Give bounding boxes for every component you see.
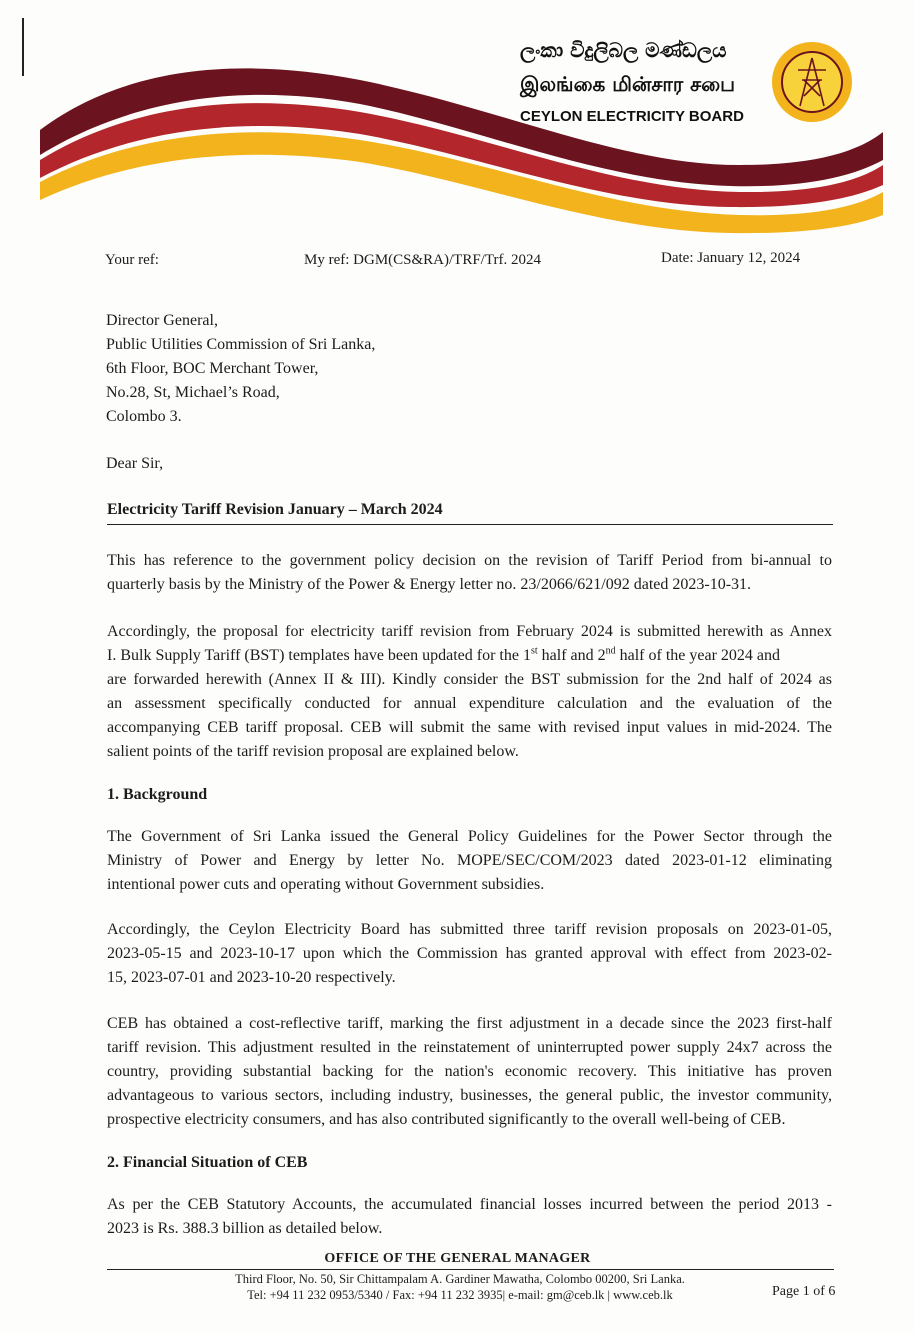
org-name-tamil: இலங்கை மின்சார சபை bbox=[520, 72, 736, 96]
text-line: Accordingly, the Ceylon Electricity Board has submitted three tariff revision proposals on 2023-01-05, bbox=[107, 921, 832, 938]
superscript: nd bbox=[605, 645, 616, 657]
salutation: Dear Sir, bbox=[106, 455, 164, 472]
superscript: st bbox=[530, 645, 538, 657]
paragraph-financial-1 bbox=[107, 1193, 832, 1241]
text-line: The Government of Sri Lanka issued the General Policy Guidelines for the Power Sector through the bbox=[107, 828, 832, 845]
address-line: Colombo 3. bbox=[106, 408, 182, 425]
org-name-sinhala: ලංකා විදුලිබල මණ්ඩලය bbox=[520, 38, 727, 62]
text-line: 2023 is Rs. 388.3 billion as detailed below. bbox=[107, 1220, 383, 1237]
address-line: 6th Floor, BOC Merchant Tower, bbox=[106, 360, 319, 377]
text-line: prospective electricity consumers, and has also contributed significantly to the overall well-being of CEB. bbox=[107, 1111, 786, 1128]
paragraph-reference bbox=[107, 549, 832, 597]
text-line: quarterly basis by the Ministry of the Power & Energy letter no. 23/2066/621/092 dated 2023-10-31. bbox=[107, 576, 752, 593]
address-line: No.28, St, Michael’s Road, bbox=[106, 384, 280, 401]
footer-rule bbox=[107, 1269, 834, 1270]
text-line bbox=[107, 644, 832, 668]
subject-rule bbox=[107, 524, 833, 525]
text-segment: I. Bulk Supply Tariff (BST) templates have been updated for the 1 bbox=[107, 647, 531, 664]
paragraph-background-1 bbox=[107, 825, 832, 897]
text-line: an assessment specifically conducted for annual expenditure calculation and the evaluation of the bbox=[107, 695, 832, 712]
subject-heading: Electricity Tariff Revision January – March 2024 bbox=[107, 501, 443, 518]
transmission-tower-sun-logo bbox=[772, 42, 852, 122]
letterhead-swoosh bbox=[0, 0, 915, 240]
text-line: advantageous to various sectors, including industry, businesses, the general public, the investor community, bbox=[107, 1087, 832, 1104]
page-number: Page 1 of 6 bbox=[772, 1284, 836, 1299]
text-line: Accordingly, the proposal for electricity tariff revision from February 2024 is submitted herewith as Annex bbox=[107, 623, 832, 640]
address-line: Public Utilities Commission of Sri Lanka, bbox=[106, 336, 376, 353]
text-line: CEB has obtained a cost-reflective tariff, marking the first adjustment in a decade since the 2023 first-half bbox=[107, 1015, 832, 1032]
recipient-address bbox=[106, 309, 375, 429]
address-line: Director General, bbox=[106, 312, 218, 329]
text-segment: half and 2 bbox=[537, 647, 606, 664]
footer-contact: Tel: +94 11 232 0953/5340 / Fax: +94 11 232 3935| e-mail: gm@ceb.lk | www.ceb.lk bbox=[247, 1288, 673, 1302]
paragraph-background-2 bbox=[107, 918, 832, 990]
text-line: accompanying CEB tariff proposal. CEB will submit the same with revised input values in mid-2024. The bbox=[107, 719, 832, 736]
your-ref: Your ref: bbox=[105, 252, 159, 268]
text-line: As per the CEB Statutory Accounts, the accumulated financial losses incurred between the period 2013 - bbox=[107, 1196, 832, 1213]
section-heading-financial: 2. Financial Situation of CEB bbox=[107, 1154, 308, 1171]
text-segment: half of the year 2024 and bbox=[615, 647, 781, 664]
text-line: tariff revision. This adjustment resulted in the reinstatement of uninterrupted power supply 24x7 across the bbox=[107, 1039, 832, 1056]
org-name-english: CEYLON ELECTRICITY BOARD bbox=[520, 108, 744, 125]
section-heading-background: 1. Background bbox=[107, 786, 208, 803]
text-line: are forwarded herewith (Annex II & III). Kindly consider the BST submission for the 2nd half of 2024 as bbox=[107, 671, 832, 688]
text-line: salient points of the tariff revision proposal are explained below. bbox=[107, 743, 519, 760]
paragraph-proposal bbox=[107, 620, 832, 764]
footer-address: Third Floor, No. 50, Sir Chittampalam A. Gardiner Mawatha, Colombo 00200, Sri Lanka. bbox=[235, 1272, 685, 1286]
text-line: country, providing substantial backing for the nation's economic recovery. This initiative has proven bbox=[107, 1063, 832, 1080]
footer-title: OFFICE OF THE GENERAL MANAGER bbox=[324, 1251, 591, 1266]
text-line: 15, 2023-07-01 and 2023-10-20 respectively. bbox=[107, 969, 396, 986]
letter-date: Date: January 12, 2024 bbox=[661, 250, 801, 266]
text-line: This has reference to the government policy decision on the revision of Tariff Period from bi-annual to bbox=[107, 552, 832, 569]
text-line: intentional power cuts and operating without Government subsidies. bbox=[107, 876, 545, 893]
my-ref: My ref: DGM(CS&RA)/TRF/Trf. 2024 bbox=[304, 252, 541, 268]
text-line: Ministry of Power and Energy by letter No. MOPE/SEC/COM/2023 dated 2023-01-12 eliminating bbox=[107, 852, 832, 869]
paragraph-background-3 bbox=[107, 1012, 832, 1132]
text-line: 2023-05-15 and 2023-10-17 upon which the Commission has granted approval with effect from 2023-02- bbox=[107, 945, 832, 962]
